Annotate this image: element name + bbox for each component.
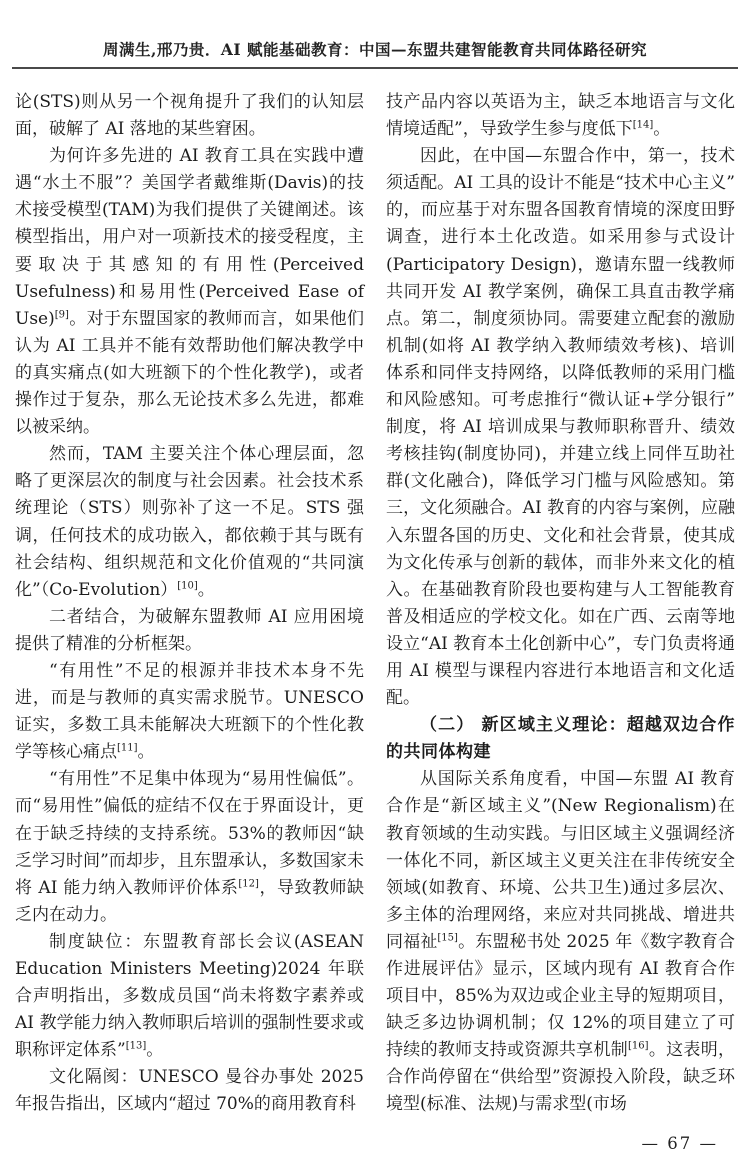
paragraph: 为何许多先进的 AI 教育工具在实践中遭遇“水土不服”？美国学者戴维斯(Davis)的技术接受模型(TAM)为我们提供了关键阐述。该模型指出，用户对一项新技术的接受程度，主要取决于其感知的有用性(Perceived Usefulness)和易用性(Perceived Ease of Use)[9]。对于东盟国家的教师而言，如果他们认为 AI 工具并不能有效帮助他们解决教学中的真实痛点(如大班额下的个性化教学)，或者操作过于复杂，那么无论技术多么先进，都难以被采纳。 xyxy=(15,146,364,438)
page-number: — 67 — xyxy=(641,1134,718,1153)
section-heading: （二） 新区域主义理论：超越双边合作的共同体构建 xyxy=(386,715,735,763)
right-column xyxy=(386,89,735,1119)
paragraph: 因此，在中国—东盟合作中，第一，技术须适配。AI 工具的设计不能是“技术中心主义”的，而应基于对东盟各国教育情境的深度田野调查，进行本土化改造。如采用参与式设计(Participatory Design)，邀请东盟一线教师共同开发 AI 教学案例，确保工具直击教学痛点。第二，制度须协同。需要建立配套的激励机制(如将 AI 教学纳入教师绩效考核)、培训体系和同伴支持网络，以降低教师的采用门槛和风险感知。可考虑推行“微认证+学分银行”制度，将 AI 培训成果与教师职称晋升、绩效考核挂钩(制度协同)，并建立线上同伴互助社群(文化融合)，降低学习门槛与风险感知。第三，文化须融合。AI 教育的内容与案例，应融入东盟各国的历史、文化和社会背景，使其成为文化传承与创新的载体，而非外来文化的植入。在基础教育阶段也要构建与人工智能教育普及相适应的学校文化。如在广西、云南等地设立“AI 教育本土化创新中心”，专门负责将通用 AI 模型与课程内容进行本地语言和文化适配。 xyxy=(386,146,735,709)
paragraph: 然而，TAM 主要关注个体心理层面，忽略了更深层次的制度与社会因素。社会技术系统理论（STS）则弥补了这一不足。STS 强调，任何技术的成功嵌入，都依赖于其与既有社会结构、组织规范和文化价值观的“共同演化”（Co-Evolution）[10]。 xyxy=(15,444,364,600)
paragraph: 技产品内容以英语为主，缺乏本地语言与文化情境适配”，导致学生参与度低下[14]。 xyxy=(386,92,735,140)
paragraph: 二者结合，为破解东盟教师 AI 应用困境提供了精准的分析框架。 xyxy=(15,606,364,654)
running-head-title: 周满生,邢乃贵．AI 赋能基础教育：中国—东盟共建智能教育共同体路径研究 xyxy=(102,40,648,59)
paragraph: 制度缺位：东盟教育部长会议(ASEAN Education Ministers Meeting)2024 年联合声明指出，多数成员国“尚未将数字素养或 AI 教学能力纳入教师职后培训的强制性要求或职称评定体系”[13]。 xyxy=(15,931,364,1061)
left-column xyxy=(15,89,364,1119)
paragraph: “有用性”不足集中体现为“易用性偏低”。而“易用性”偏低的症结不仅在于界面设计，更在于缺乏持续的支持系统。53%的教师因“缺乏学习时间”而却步，且东盟承认，多数国家未将 AI 能力纳入教师评价体系[12]，导致教师缺乏内在动力。 xyxy=(15,769,364,925)
paragraph: 从国际关系角度看，中国—东盟 AI 教育合作是“新区域主义”(New Regionalism)在教育领域的生动实践。与旧区域主义强调经济一体化不同，新区域主义更关注在非传统安全领域(如教育、环境、公共卫生)通过多层次、多主体的治理网络，来应对共同挑战、增进共同福祉[15]。东盟秘书处 2025 年《数字教育合作进展评估》显示，区域内现有 AI 教育合作项目中，85%为双边或企业主导的短期项目，缺乏多边协调机制；仅 12%的项目建立了可持续的教师支持或资源共享机制[16]。这表明，合作尚停留在“供给型”资源投入阶段，缺乏环境型(标准、法规)与需求型(市场 xyxy=(386,769,736,1115)
paragraph: 论(STS)则从另一个视角提升了我们的认知层面，破解了 AI 落地的某些窘困。 xyxy=(15,92,364,140)
paragraph: “有用性”不足的根源并非技术本身不先进，而是与教师的真实需求脱节。UNESCO 证实，多数工具未能解决大班额下的个性化教学等核心痛点[11]。 xyxy=(15,660,364,763)
article-body xyxy=(0,69,750,1119)
paragraph: 文化隔阂：UNESCO 曼谷办事处 2025 年报告指出，区域内“超过 70%的商用教育科 xyxy=(15,1067,364,1115)
